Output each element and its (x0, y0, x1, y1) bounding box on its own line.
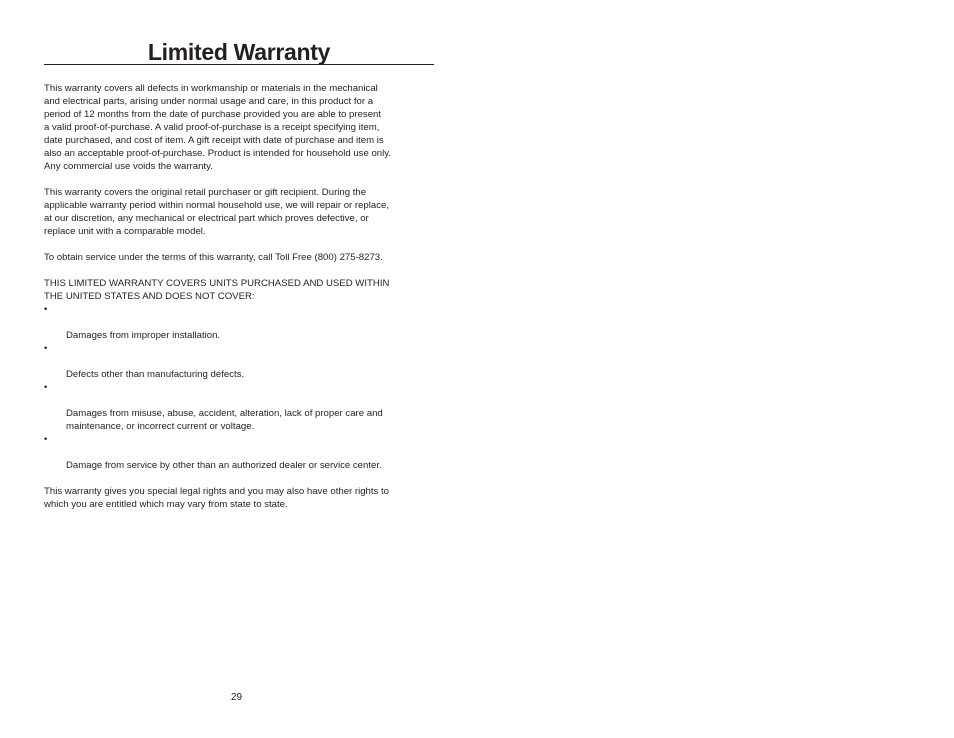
legal-rights-paragraph: This warranty gives you special legal rights and you may also have other rights to which you are entitled which may vary from state to state. (44, 486, 390, 510)
list-item (44, 381, 436, 433)
list-item-text: Defects other than manufacturing defects. (66, 369, 245, 380)
bullet-icon: • (44, 382, 48, 393)
title-underline (44, 37, 434, 65)
list-item (44, 342, 436, 381)
list-item-text: Damages from misuse, abuse, accident, alteration, lack of proper care and maintenance, or incorrect current or voltage. (66, 408, 383, 432)
list-item (44, 303, 436, 342)
service-paragraph: To obtain service under the terms of this warranty, call Toll Free (800) 275-8273. (44, 252, 383, 263)
page-title: Limited Warranty (147, 39, 331, 65)
bullet-icon: • (44, 304, 48, 315)
page-number: 29 (231, 692, 243, 703)
bullet-icon: • (44, 343, 48, 354)
list-item-text: Damages from improper installation. (66, 330, 221, 341)
warranty-body (44, 82, 436, 524)
coverage-paragraph: This warranty covers all defects in workmanship or materials in the mechanical and electrical parts, arising under normal usage and care, in this product for a period of 12 months from the date of purchase provided you are able to present a valid proof-of-purchase. A valid proof-of-purchase is a receipt specifying item, date purchased, and cost of item. A gift receipt with date of purchase and item is also an acceptable proof-of-purchase. Product is intended for household use only. Any commercial use voids the warranty. (44, 83, 392, 172)
exclusions-list (44, 303, 436, 472)
exclusions-intro: THIS LIMITED WARRANTY COVERS UNITS PURCHASED AND USED WITHIN THE UNITED STATES AND DOES NOT COVER: (44, 278, 390, 302)
purchaser-paragraph: This warranty covers the original retail purchaser or gift recipient. During the applicable warranty period within normal household use, we will repair or replace, at our discretion, any mechanical or electrical part which proves defective, or replace unit with a comparable model. (44, 187, 390, 237)
list-item-text: Damage from service by other than an authorized dealer or service center. (66, 460, 382, 471)
bullet-icon: • (44, 434, 48, 445)
list-item (44, 433, 436, 472)
